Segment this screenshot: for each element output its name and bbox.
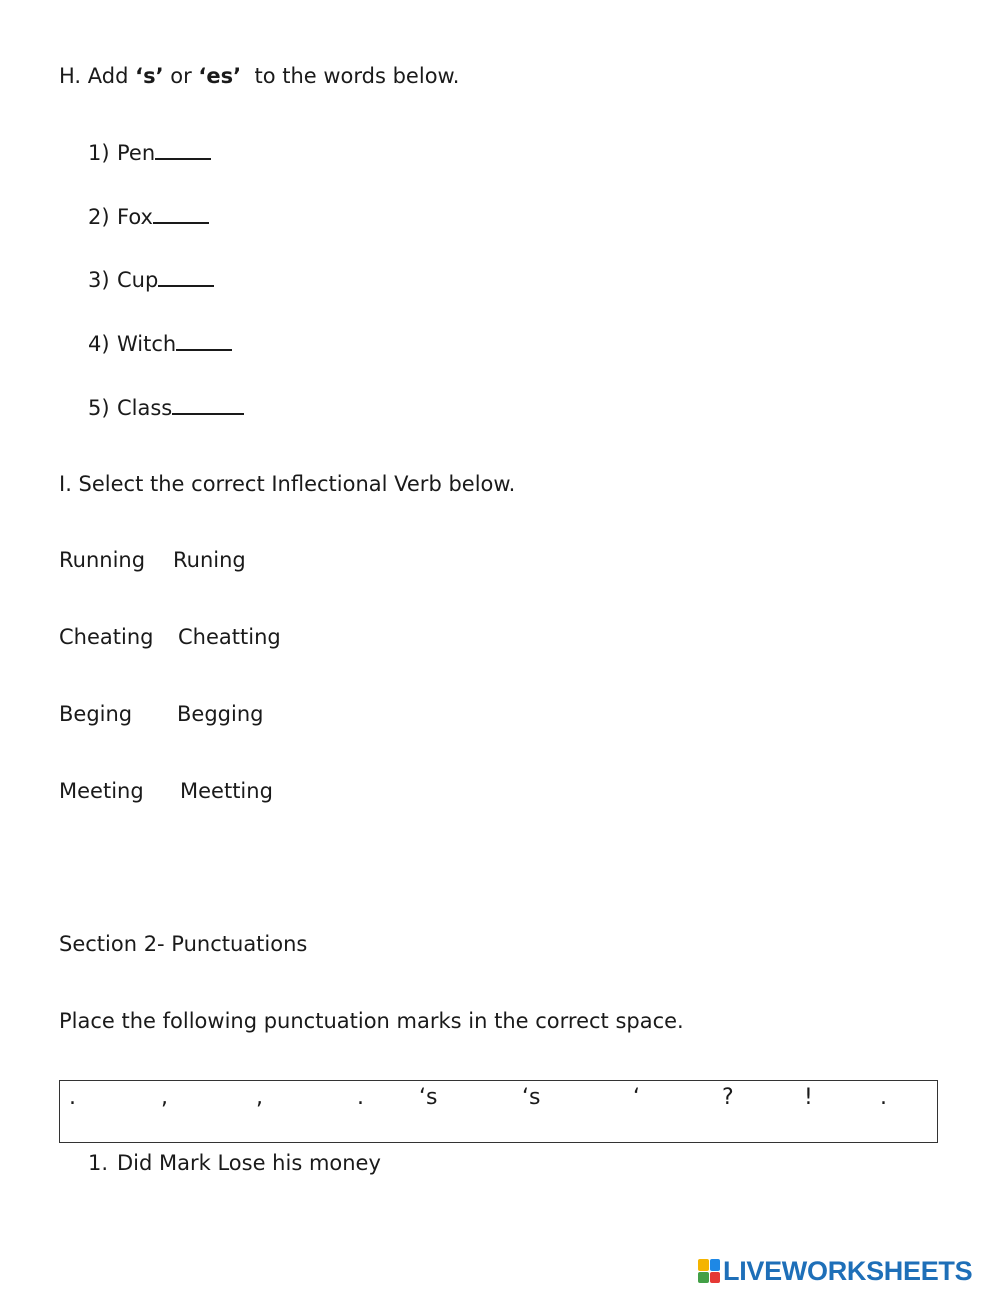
punctuation-bank	[59, 1080, 938, 1143]
answer-blank[interactable]	[172, 397, 244, 415]
list-item: 3) Cup	[88, 269, 214, 291]
punctuation-mark[interactable]: !	[804, 1085, 813, 1110]
punctuation-mark[interactable]: .	[880, 1085, 887, 1110]
verb-option[interactable]: Meeting	[59, 779, 144, 803]
list-item: 2) Fox	[88, 206, 209, 228]
section-i-title: I. Select the correct Inflectional Verb below.	[59, 472, 516, 496]
punctuation-mark[interactable]: ,	[161, 1085, 168, 1110]
verb-option[interactable]: Meetting	[180, 779, 273, 803]
verb-pair-row	[59, 704, 263, 725]
verb-option[interactable]: Beging	[59, 702, 133, 726]
logo-icon	[698, 1259, 720, 1283]
verb-option[interactable]: Cheating	[59, 625, 154, 649]
list-item: 1) Pen	[88, 142, 211, 164]
verb-pair-row	[59, 550, 246, 571]
punctuation-mark[interactable]: ‘s	[419, 1085, 438, 1110]
liveworksheets-logo	[698, 1257, 972, 1285]
verb-option[interactable]: Runing	[173, 548, 246, 572]
list-item: 4) Witch	[88, 333, 232, 355]
answer-blank[interactable]	[153, 206, 209, 224]
verb-option[interactable]: Running	[59, 548, 146, 572]
punctuation-mark[interactable]: .	[69, 1085, 76, 1110]
section-2-title: Section 2- Punctuations	[59, 932, 308, 956]
punctuation-mark[interactable]: ?	[722, 1085, 734, 1110]
verb-pair-row	[59, 627, 281, 648]
verb-option[interactable]: Begging	[177, 702, 264, 726]
logo-text: LIVEWORKSHEETS	[723, 1255, 973, 1286]
question-item: 1. Did Mark Lose his money	[88, 1151, 381, 1175]
answer-blank[interactable]	[155, 142, 211, 160]
section-h-title: H. Add ‘s’ or ‘es’ to the words below.	[59, 64, 460, 88]
verb-option[interactable]: Cheatting	[178, 625, 281, 649]
punctuation-mark[interactable]: ‘s	[522, 1085, 541, 1110]
punctuation-mark[interactable]: .	[357, 1085, 364, 1110]
punctuation-mark[interactable]: ‘	[633, 1085, 640, 1110]
answer-blank[interactable]	[176, 333, 232, 351]
punctuation-mark[interactable]: ,	[256, 1085, 263, 1110]
list-item: 5) Class	[88, 397, 244, 419]
verb-pair-row	[59, 781, 273, 802]
answer-blank[interactable]	[158, 269, 214, 287]
section-2-instruction: Place the following punctuation marks in the correct space.	[59, 1009, 684, 1033]
